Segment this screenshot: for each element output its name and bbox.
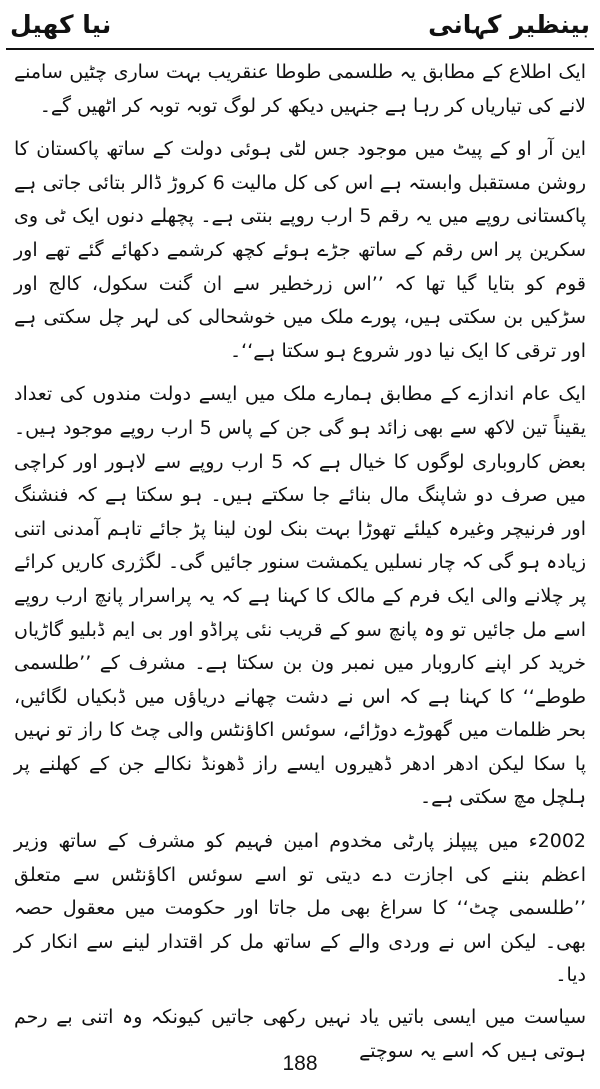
page-body <box>14 56 587 1062</box>
book-title: بینظیر کہانی <box>428 10 590 39</box>
paragraph-1: ایک اطلاع کے مطابق یہ طلسمی طوطا عنقریب بہت ساری چٹیں سامنے لانے کی تیاریاں کر رہا ہے جنہیں دیکھ کر لوگ توبہ توبہ کر اٹھیں گے۔ <box>14 61 586 117</box>
chapter-title: نیا کھیل <box>10 10 112 39</box>
paragraph-3: ایک عام اندازے کے مطابق ہمارے ملک میں ایسے دولت مندوں کی تعداد یقیناً تین لاکھ سے بھی زائد ہو گی جن کے پاس 5 ارب روپے موجود ہیں۔ بعض کاروباری لوگوں کا خیال ہے کہ 5 ارب روپے سے لاہور اور کراچی میں صرف دو شاپنگ مال بنائے جا سکتے ہیں۔ ہو سکتا ہے کہ فنشنگ اور فرنیچر وغیرہ کیلئے تھوڑا بہت بنک لون لینا پڑ جائے تاہم آمدنی اتنی زیادہ ہو گی کہ چار نسلیں یکمشت سنور جائیں گی۔ لگژری کاریں کرائے پر چلانے والی ایک فرم کے مالک کا کہنا ہے کہ یہ پراسرار پانچ ارب روپے اسے مل جائیں تو وہ پانچ سو کے قریب نئی پراڈو اور بی ایم ڈبلیو گاڑیاں خرید کر اپنے کاروبار میں نمبر ون بن سکتا ہے۔ مشرف کے ’’طلسمی طوطے‘‘ کا کہنا ہے کہ اس نے دشت چھانے دریاؤں میں ڈبکیاں لگائیں، بحر ظلمات میں گھوڑے دوڑائے، سوئس اکاؤنٹس والی چٹ کا راز تو نہیں پا سکا لیکن ادھر ادھر ڈھیروں ایسے راز ڈھونڈ نکالے جن کے کھلنے پر ہلچل مچ سکتی ہے۔ <box>14 383 587 809</box>
paragraph-2: این آر او کے پیٹ میں موجود جس لٹی ہوئی دولت کے ساتھ پاکستان کا روشن مستقبل وابستہ ہے اس کی کل مالیت 6 کروڑ ڈالر بتائی جاتی ہے پاکستانی روپے میں یہ رقم 5 ارب روپے بنتی ہے۔ پچھلے دنوں ایک ٹی وی سکرین پر اس رقم کے ساتھ جڑے ہوئے کچھ کرشمے دکھائے گئے تھے اور قوم کو بتایا گیا تھا کہ ’’اس زرخطیر سے ان گنت سکول، کالج اور سڑکیں بن سکتی ہیں، پورے ملک میں خوشحالی کی لہر چل سکتی ہے اور ترقی کا ایک نیا دور شروع ہو سکتا ہے‘‘۔ <box>14 138 587 362</box>
paragraph-5: سیاست میں ایسی باتیں یاد نہیں رکھی جاتیں کیونکہ وہ اتنی بے رحم ہوتی ہیں کہ اسے یہ سوچتے <box>14 1006 586 1062</box>
paragraph-4: 2002ء میں پیپلز پارٹی مخدوم امین فہیم کو مشرف کے ساتھ وزیر اعظم بننے کی اجازت دے دیتی تو اسے سوئس اکاؤنٹس سے متعلق ’’طلسمی چٹ‘‘ کا سراغ بھی مل جاتا اور حکومت میں معقول حصہ بھی۔ لیکن اس نے وردی والے کے ساتھ مل کر اقتدار لینے سے انکار کر دیا۔ <box>14 830 586 987</box>
page-number: 188 <box>282 1052 318 1075</box>
page-header <box>6 4 594 50</box>
header-divider <box>6 48 594 50</box>
